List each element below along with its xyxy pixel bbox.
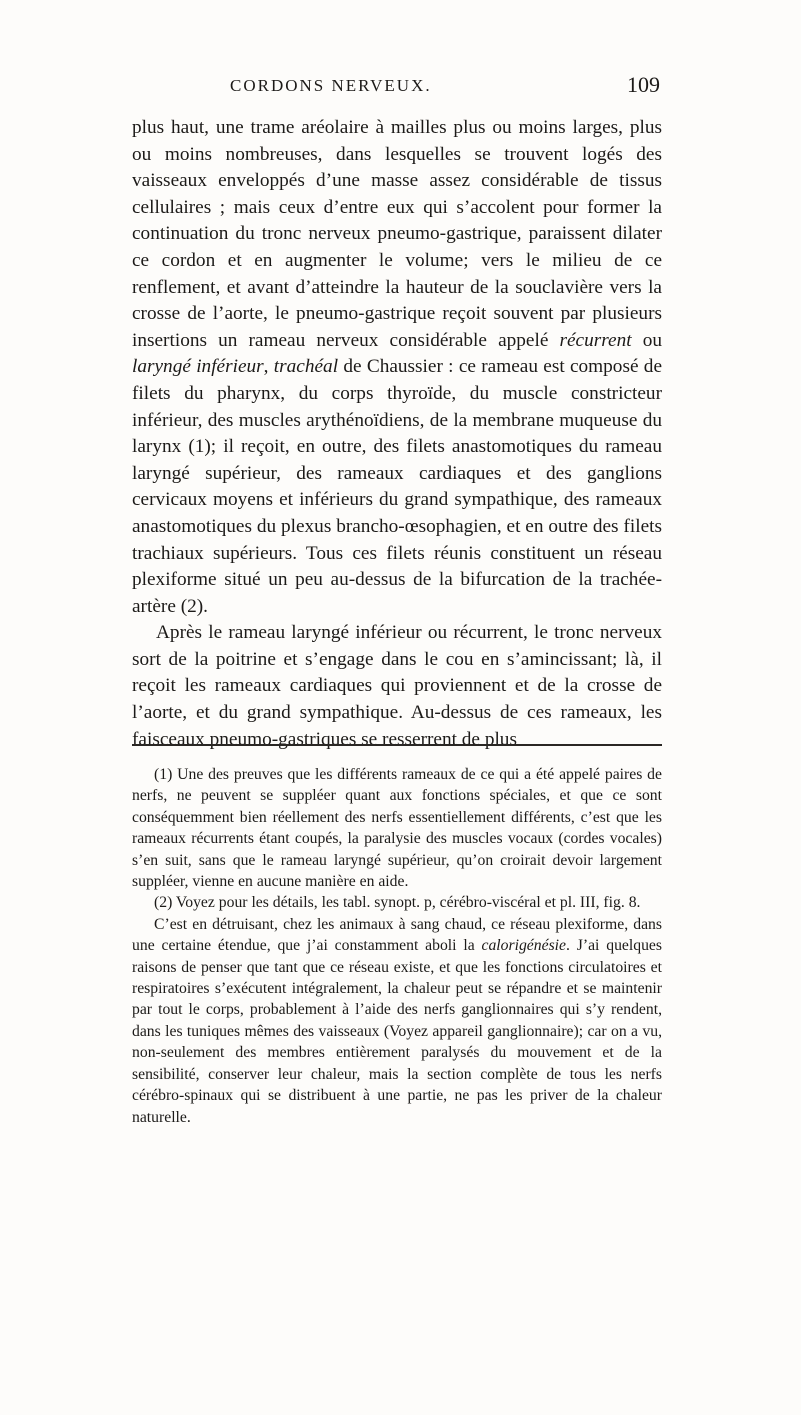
running-head <box>130 72 660 106</box>
paragraph-1-part-b: ou <box>631 329 662 351</box>
footnote-2-continuation <box>132 914 662 1128</box>
footnotes <box>132 764 662 1128</box>
term-calorigenesie: calorigénésie <box>481 937 566 955</box>
footnote-divider <box>132 744 662 746</box>
running-title: CORDONS NERVEUX. <box>230 76 432 95</box>
footnote-1: (1) Une des preuves que les différents rameaux de ce qui a été appelé paires de nerfs, ne peuvent se suppléer quant aux fonctions spéciales, et que ce sont conséquemment bien réellement des nerfs essentiellement différents, c’est que les rameaux récurrents étant coupés, la paralysie des muscles vocaux (cordes vocales) s’en suit, sans que le rameau laryngé supérieur, qu’on croirait devoir largement suppléer, vienne en aucune manière en aide. <box>132 766 662 891</box>
term-tracheal: trachéal <box>273 356 339 378</box>
term-recurrent: récurrent <box>559 329 632 351</box>
paragraph-1-part-c: , <box>263 356 274 378</box>
footnote-3-part-a: C’est en détruisant, chez les animaux à sang chaud, ce réseau plexiforme, dans une certaine étendue, que j’ai constamment aboli la <box>132 915 662 955</box>
paragraph-1-part-a: plus haut, une trame aréolaire à mailles plus ou moins larges, plus ou moins nombreuses, dans lesquelles se trouvent logés des vaisseaux enveloppés d’une masse assez considérable de tissus cellulaires ; mais ceux d’entre eux qui s’accolent pour former la continuation du tronc nerveux pneumo-gastrique, paraissent dilater ce cordon et en augmenter le volume; vers le milieu de ce renflement, et avant d’atteindre la hauteur de la souclavière vers la crosse de l’aorte, le pneumo-gastrique reçoit souvent par plusieurs insertions un rameau nerveux considérable appelé <box>132 117 662 351</box>
page-number: 109 <box>627 72 660 97</box>
paragraph-2: Après le rameau laryngé inférieur ou récurrent, le tronc nerveux sort de la poitrine et s’engage dans le cou en s’amincissant; là, il reçoit les rameaux cardiaques qui proviennent et de la crosse de l’aorte, et du grand sympathique. Au-dessus de ces rameaux, les faisceaux pneumo-gastriques se resserrent de plus <box>132 622 662 750</box>
footnote-3-part-b: . J’ai quelques raisons de penser que tant que ce réseau existe, et que les fonctions circulatoires et respiratoires s’exécutent intégralement, la chaleur peut se répandre et se maintenir par tout le corps, probablement à l’aide des nerfs ganglionnaires qui s’y rendent, dans les tuniques mêmes des vaisseaux (Voyez appareil ganglionnaire); car on a vu, non-seulement des membres entièrement paralysés du mouvement et de la sensibilité, conserver leur chaleur, mais la section complète de tous les nerfs cérébro-spinaux qui se distribuent à une partie, ne pas les priver de la chaleur naturelle. <box>132 937 662 1126</box>
term-larynge-inferieur: laryngé inférieur <box>132 356 264 378</box>
footnote-2: (2) Voyez pour les détails, les tabl. synopt. p, cérébro-viscéral et pl. III, fig. 8. <box>154 894 641 912</box>
main-text <box>132 115 662 753</box>
paragraph-1-part-d: de Chaussier : ce rameau est composé de filets du pharynx, du corps thyroïde, du muscle constricteur inférieur, des muscles arythénoïdiens, de la membrane muqueuse du larynx (1); il reçoit, en outre, des filets anastomotiques du rameau laryngé supérieur, des rameaux cardiaques et des ganglions cervicaux moyens et inférieurs du grand sympathique, des rameaux anastomotiques du plexus brancho-œsophagien, et en outre des filets trachiaux supérieurs. Tous ces filets réunis constituent un réseau plexiforme situé un peu au-dessus de la bifurcation de la trachée-artère (2). <box>132 356 663 617</box>
paragraph-1 <box>132 115 662 620</box>
